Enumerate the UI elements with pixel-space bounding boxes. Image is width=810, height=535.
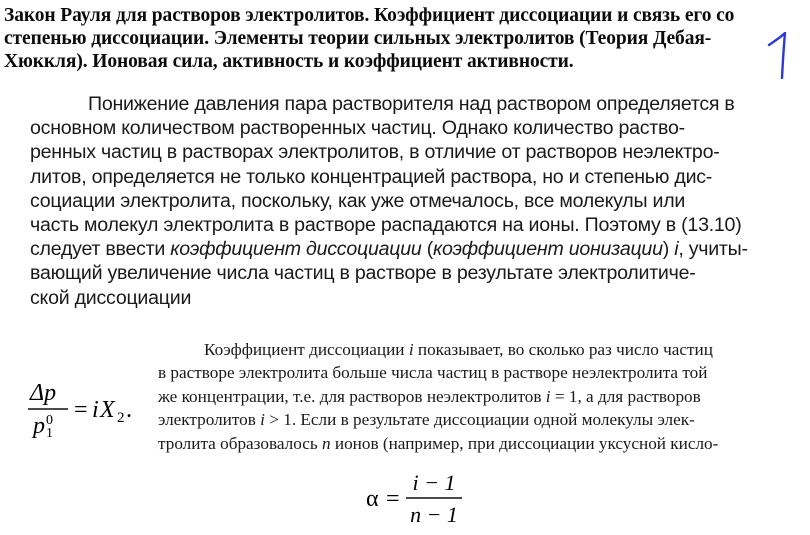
text-line: вающий увеличение числа частиц в растворе в результате электролитиче- (30, 262, 696, 285)
text-line: литов, определяется не только концентрацией раствора, но и степенью дис- (30, 165, 713, 188)
section-heading (4, 4, 774, 73)
formula-alpha-svg (364, 470, 474, 530)
formula-denominator-sub: 1 (46, 426, 53, 440)
text-line: ской диссоциации (30, 286, 192, 309)
variable-i: i (408, 340, 414, 359)
text-span: показывает, во сколько раз число частиц (413, 340, 713, 359)
text-span: , учиты- (678, 238, 748, 261)
text-span: же концентрации, т.е. для растворов неэлектролитов (158, 386, 546, 406)
text-line (30, 237, 798, 261)
formula-equals: = (74, 397, 88, 423)
formula-period: . (126, 397, 132, 423)
text-line (158, 338, 808, 361)
text-line: ренных частиц в растворах электролитов, в отличие от растворов неэлектро- (30, 141, 720, 164)
formula-alpha-numerator: i − 1 (412, 470, 456, 495)
text-span: ( (421, 238, 433, 261)
paragraph-vapor-pressure (30, 92, 798, 310)
paragraph-dissociation-coefficient (158, 338, 808, 455)
text-line: часть молекул электролита в растворе распадаются на ионы. Поэтому в (13.10) (30, 214, 742, 237)
text-span: > 1. Если в результате диссоциации одной молекулы элек- (264, 410, 695, 430)
text-span: электролитов (158, 410, 261, 430)
text-span: Коэффициент диссоциации (204, 340, 409, 359)
formula-raoult-svg (24, 376, 154, 440)
text-line (158, 432, 808, 455)
heading-line: Закон Рауля для растворов электролитов. Коэффициент диссоциации и связь его со (4, 5, 735, 26)
handwritten-margin-mark (766, 32, 796, 87)
formula-alpha-equals: = (386, 486, 400, 512)
variable-i: i (260, 410, 265, 430)
formula-i: i (92, 397, 99, 423)
heading-line: Хюккля). Ионовая сила, активность и коэффициент активности. (4, 51, 574, 72)
text-span: = 1, а для растворов (550, 386, 701, 406)
text-line: основном количеством растворенных частиц. Однако количество раство- (30, 117, 685, 140)
heading-line: степенью диссоциации. Элементы теории сильных электролитов (Теория Дебая- (4, 28, 712, 49)
variable-n: n (321, 433, 331, 453)
text-line: в растворе электролита больше числа частиц в растворе неэлектролита той (158, 363, 708, 383)
text-line: социации электролита, поскольку, как уже отмечалось, все молекулы или (30, 189, 686, 212)
formula-numerator: Δp (30, 380, 57, 406)
term-dissociation-coefficient: коэффициент диссоциации (170, 238, 422, 261)
variable-i: i (545, 386, 551, 406)
text-line (158, 385, 808, 408)
text-span: тролита образовалось (158, 433, 322, 453)
text-line (158, 408, 808, 431)
text-span: следует ввести (30, 238, 171, 261)
formula-x: X (100, 397, 115, 423)
formula-x-sub: 2 (117, 410, 125, 426)
formula-denominator-sup: 0 (46, 413, 53, 428)
variable-i: i (674, 238, 679, 261)
formula-denominator-base: p (33, 413, 45, 439)
term-ionization-coefficient: коэффициент ионизации (432, 238, 663, 261)
text-span: ионов (например, при диссоциации уксусной кисло- (330, 433, 719, 453)
formula-raoult-electrolyte (24, 376, 154, 445)
text-span: ) (662, 238, 675, 261)
text-line: Понижение давления пара растворителя над раствором определяется в (88, 93, 735, 115)
handwritten-one-glyph (766, 32, 796, 82)
formula-alpha-lhs: α (366, 486, 379, 512)
formula-alpha (364, 470, 474, 535)
formula-alpha-denominator: n − 1 (410, 502, 458, 527)
